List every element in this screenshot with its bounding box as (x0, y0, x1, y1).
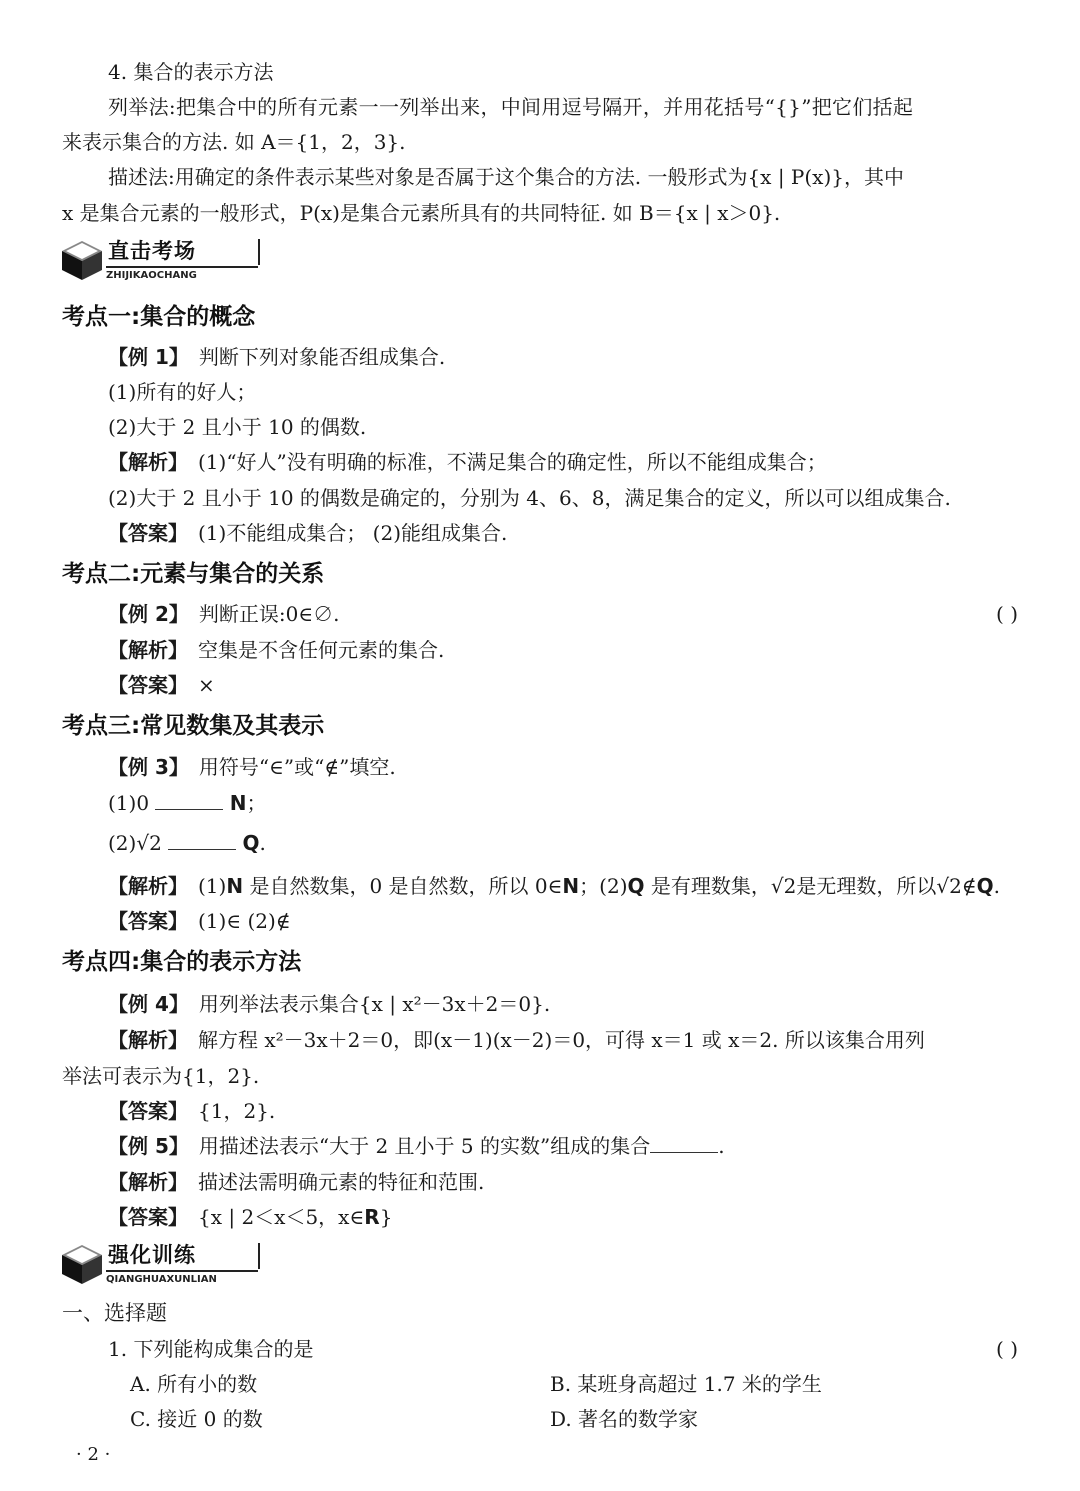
set-symbol: Q (976, 874, 994, 898)
item-end: . (259, 831, 266, 855)
analysis-tag: 【解析】 (108, 1170, 188, 1194)
set-symbol: Q (242, 831, 260, 855)
answer-end: } (379, 1205, 393, 1229)
banner-subtitle: ZHIJIKAOCHANG (106, 270, 197, 281)
example-1-item-1: (1)所有的好人； (108, 380, 257, 404)
section-heading-k1: 考点一:集合的概念 (62, 304, 256, 330)
option-a[interactable]: A. 所有小的数 (130, 1372, 258, 1396)
section-heading-k2: 考点二:元素与集合的关系 (62, 561, 325, 587)
example-text: 判断正误:0∈∅. (198, 602, 340, 626)
analysis-text: . (993, 874, 1001, 898)
example-tag: 【例 3】 (108, 755, 189, 779)
example-2 (108, 600, 340, 628)
banner-underline (106, 1270, 258, 1272)
answer-text: (1)∈ (2)∉ (198, 909, 291, 933)
answer-1 (108, 519, 507, 547)
answer-4 (108, 1097, 275, 1125)
example-tag: 【例 4】 (108, 992, 189, 1016)
example-text: 判断下列对象能否组成集合. (198, 345, 446, 369)
example-1 (108, 343, 445, 371)
answer-text: (1)不能组成集合； (2)能组成集合. (198, 521, 508, 545)
item-end: ； (246, 791, 267, 815)
example-text: 用描述法表示“大于 2 且小于 5 的实数”组成的集合 (198, 1134, 651, 1158)
answer-text: × (198, 673, 215, 697)
analysis-text: (1) (198, 874, 227, 898)
answer-tag: 【答案】 (108, 1205, 188, 1229)
option-b[interactable]: B. 某班身高超过 1.7 米的学生 (550, 1372, 822, 1396)
answer-3 (108, 907, 291, 935)
enum-line-1: 列举法:把集合中的所有元素一一列举出来，中间用逗号隔开，并用花括号“{}”把它们括起 (108, 95, 914, 119)
section-banner-qianghuaxunlian (60, 1241, 217, 1291)
answer-tag: 【答案】 (108, 909, 188, 933)
option-c[interactable]: C. 接近 0 的数 (130, 1407, 263, 1431)
enum-line-2: 来表示集合的方法. 如 A＝{1，2，3}. (62, 130, 406, 154)
analysis-text: 是有理数集，√2是无理数，所以√2∉ (644, 874, 977, 898)
banner-title: 强化训练 (108, 1243, 196, 1267)
analysis-tag: 【解析】 (108, 874, 188, 898)
fill-blank[interactable] (650, 1134, 718, 1153)
analysis-4-line-2: 举法可表示为{1，2}. (62, 1064, 260, 1088)
analysis-tag: 【解析】 (108, 450, 188, 474)
analysis-text: 空集是不含任何元素的集合. (198, 638, 445, 662)
option-d[interactable]: D. 著名的数学家 (550, 1407, 699, 1431)
fill-blank[interactable] (168, 831, 236, 850)
fill-blank[interactable] (155, 791, 223, 810)
example-tag: 【例 2】 (108, 602, 189, 626)
analysis-2 (108, 636, 444, 664)
answer-text: {1，2}. (198, 1099, 276, 1123)
answer-parentheses: ( ) (996, 1337, 1018, 1361)
analysis-1-line-2: (2)大于 2 且小于 10 的偶数是确定的，分别为 4、6、8，满足集合的定义，所以可以组成集合. (108, 486, 951, 510)
analysis-5 (108, 1168, 484, 1196)
example-4 (108, 990, 550, 1018)
desc-line-2: x 是集合元素的一般形式，P(x)是集合元素所具有的共同特征. 如 B＝{x | x＞0}. (62, 201, 781, 225)
section-heading-choice: 一、选择题 (62, 1301, 167, 1325)
analysis-tag: 【解析】 (108, 638, 188, 662)
banner-title: 直击考场 (108, 239, 196, 263)
set-symbol: N (226, 874, 244, 898)
page-number: · 2 · (76, 1444, 111, 1465)
set-symbol: Q (627, 874, 645, 898)
section-banner-zhijikaochang (60, 237, 210, 287)
section-heading-k3: 考点三:常见数集及其表示 (62, 713, 325, 739)
example-tag: 【例 1】 (108, 345, 189, 369)
example-3-item-1 (108, 789, 267, 817)
example-tag: 【例 5】 (108, 1134, 189, 1158)
example-3 (108, 753, 396, 781)
cube-icon (60, 1243, 104, 1285)
answer-parentheses: ( ) (996, 602, 1018, 626)
banner-subtitle: QIANGHUAXUNLIAN (106, 1274, 217, 1285)
analysis-1 (108, 448, 827, 476)
analysis-text: 是自然数集，0 是自然数，所以 0∈ (243, 874, 563, 898)
answer-tag: 【答案】 (108, 1099, 188, 1123)
example-end: . (718, 1134, 725, 1158)
item-prefix: (1)0 (108, 791, 150, 815)
example-text: 用列举法表示集合{x | x²－3x＋2＝0}. (198, 992, 551, 1016)
answer-2 (108, 671, 215, 699)
desc-line-1: 描述法:用确定的条件表示某些对象是否属于这个集合的方法. 一般形式为{x | P(x)}，其中 (108, 165, 904, 189)
method-heading: 4. 集合的表示方法 (108, 60, 274, 84)
analysis-4 (108, 1026, 925, 1054)
analysis-text: ；(2) (579, 874, 628, 898)
answer-text: {x | 2＜x＜5，x∈ (198, 1205, 365, 1229)
set-symbol: N (562, 874, 580, 898)
analysis-3 (108, 872, 1000, 900)
answer-5 (108, 1203, 392, 1231)
answer-tag: 【答案】 (108, 673, 188, 697)
item-prefix: (2)√2 (108, 831, 162, 855)
example-1-item-2: (2)大于 2 且小于 10 的偶数. (108, 415, 367, 439)
analysis-text: (1)“好人”没有明确的标准，不满足集合的确定性，所以不能组成集合； (198, 450, 827, 474)
analysis-text: 描述法需明确元素的特征和范围. (198, 1170, 485, 1194)
analysis-text: 解方程 x²－3x＋2＝0，即(x－1)(x－2)＝0，可得 x＝1 或 x＝2. 所以该集合用列 (198, 1028, 925, 1052)
cube-icon (60, 239, 104, 281)
example-text: 用符号“∈”或“∉”填空. (198, 755, 396, 779)
answer-tag: 【答案】 (108, 521, 188, 545)
set-symbol: R (364, 1205, 380, 1229)
set-symbol: N (229, 791, 247, 815)
section-heading-k4: 考点四:集合的表示方法 (62, 949, 302, 975)
question-1: 1. 下列能构成集合的是 (108, 1337, 314, 1361)
banner-underline (106, 266, 258, 268)
analysis-tag: 【解析】 (108, 1028, 188, 1052)
example-3-item-2 (108, 829, 266, 857)
example-5 (108, 1132, 725, 1160)
